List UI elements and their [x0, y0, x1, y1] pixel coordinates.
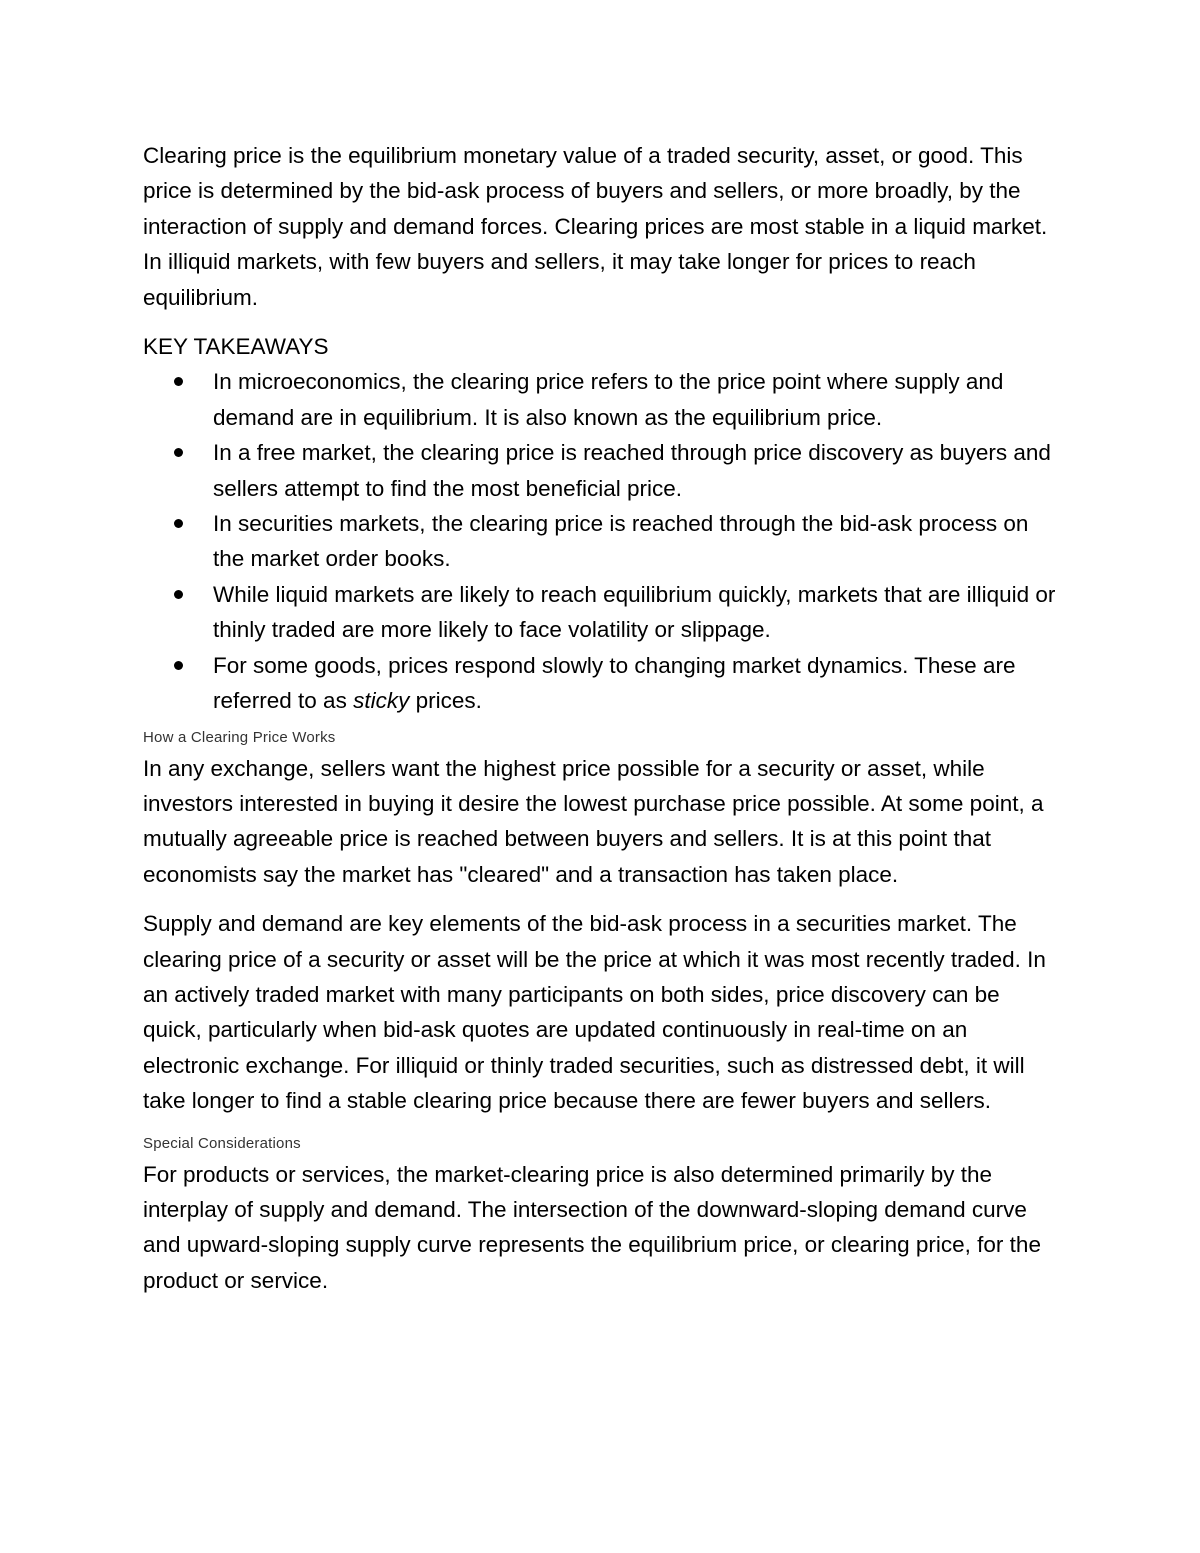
section-heading: How a Clearing Price Works [143, 728, 336, 746]
special-considerations-section [143, 1133, 1063, 1299]
list-item-text: In a free market, the clearing price is reached through price discovery as buyers and sellers attempt to find the most beneficial price. [213, 440, 1051, 501]
list-item [143, 364, 1063, 435]
section-paragraph: In any exchange, sellers want the highest price possible for a security or asset, while investors interested in buying it desire the lowest purchase price possible. At some point, a mutually agreeable price is reached between buyers and sellers. It is at this point that economists say the market has "cleared" and a transaction has taken place. [143, 755, 1044, 887]
list-item [143, 648, 1063, 719]
document-page [143, 138, 1063, 1312]
bullet-dot-icon [174, 661, 183, 670]
list-item-text-before: For some goods, prices respond slowly to changing market dynamics. These are referred to as [213, 652, 1016, 714]
list-item-text-after: prices. [409, 688, 482, 714]
list-item-text: In securities markets, the clearing price is reached through the bid-ask process on the market order books. [213, 511, 1029, 572]
list-item-text: While liquid markets are likely to reach equilibrium quickly, markets that are illiquid or thinly traded are more likely to face volatility or slippage. [213, 581, 1056, 643]
section-paragraph: Supply and demand are key elements of the bid-ask process in a securities market. The clearing price of a security or asset will be the price at which it was most recently traded. In an actively traded market with many participants on both sides, price discovery can be quick, particularly when bid-ask quotes are updated continuously in real-time on an electronic exchange. For illiquid or thinly traded securities, such as distressed debt, it will take longer to find a stable clearing price because there are fewer buyers and sellers. [143, 911, 1046, 1114]
section-heading: Special Considerations [143, 1134, 301, 1152]
section-paragraph: For products or services, the market-clearing price is also determined primarily by the interplay of supply and demand. The intersection of the downward-sloping demand curve and upward-sloping supply curve represents the equilibrium price, or clearing price, for the product or service. [143, 1161, 1041, 1293]
list-item-emphasis: sticky [353, 688, 410, 714]
bullet-dot-icon [174, 590, 183, 599]
how-clearing-price-works-section [143, 727, 1063, 1119]
key-takeaways-list [143, 364, 1063, 718]
key-takeaways-title: KEY TAKEAWAYS [143, 334, 329, 360]
intro-paragraph: Clearing price is the equilibrium monetary value of a traded security, asset, or good. This price is determined by the bid-ask process of buyers and sellers, or more broadly, by the interaction of supply and demand forces. Clearing prices are most stable in a liquid market. In illiquid markets, with few buyers and sellers, it may take longer for prices to reach equilibrium. [143, 143, 1048, 310]
bullet-dot-icon [174, 448, 183, 457]
list-item [143, 506, 1063, 577]
bullet-dot-icon [174, 377, 183, 386]
key-takeaways-section [143, 329, 1063, 718]
list-item-text: In microeconomics, the clearing price refers to the price point where supply and demand are in equilibrium. It is also known as the equilibrium price. [213, 369, 1004, 430]
list-item [143, 435, 1063, 506]
list-item [143, 577, 1063, 648]
bullet-dot-icon [174, 519, 183, 528]
